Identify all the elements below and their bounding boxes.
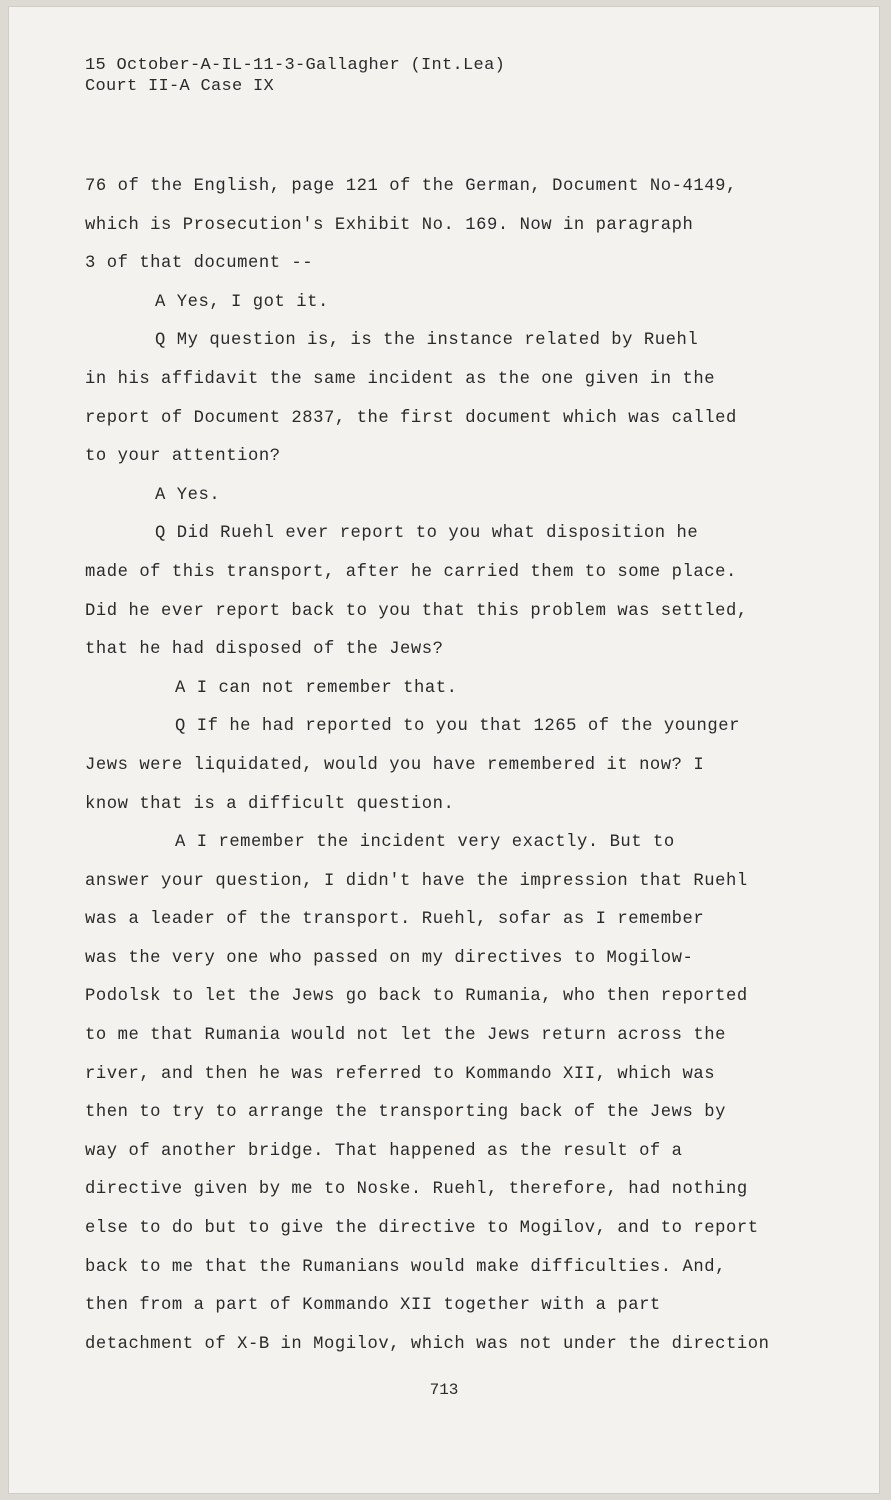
answer-line: A I can not remember that. — [175, 678, 458, 698]
answer-line: A I remember the incident very exactly. But to — [175, 833, 675, 853]
transcript-line: Jews were liquidated, would you have remembered it now? I — [85, 755, 705, 775]
answer-line: A Yes, I got it. — [155, 292, 329, 312]
transcript-line: Podolsk to let the Jews go back to Rumania, who then reported — [85, 987, 748, 1007]
transcript-line: was a leader of the transport. Ruehl, sofar as I remember — [85, 910, 705, 930]
document-page — [8, 6, 880, 1494]
question-line: Q My question is, is the instance related by Ruehl — [155, 331, 699, 351]
header-line-date-session: 15 October-A-IL-11-3-Gallagher (Int.Lea) — [85, 56, 506, 75]
transcript-line: 3 of that document -- — [85, 254, 314, 274]
transcript-line: else to do but to give the directive to Mogilov, and to report — [85, 1219, 759, 1239]
header-line-court-case: Court II-A Case IX — [85, 77, 275, 96]
answer-line: A Yes. — [155, 485, 221, 505]
transcript-line: answer your question, I didn't have the impression that Ruehl — [85, 871, 748, 891]
transcript-line: river, and then he was referred to Kommando XII, which was — [85, 1064, 716, 1084]
transcript-line: know that is a difficult question. — [85, 794, 455, 814]
document-header — [85, 55, 505, 97]
transcript-line: then from a part of Kommando XII together with a part — [85, 1296, 661, 1316]
transcript-line: to your attention? — [85, 447, 281, 467]
transcript-line: report of Document 2837, the first document which was called — [85, 408, 737, 428]
question-line: Q Did Ruehl ever report to you what disposition he — [155, 524, 699, 544]
transcript-line: back to me that the Rumanians would make difficulties. And, — [85, 1257, 726, 1277]
transcript-line: way of another bridge. That happened as the result of a — [85, 1141, 683, 1161]
transcript-line: 76 of the English, page 121 of the German, Document No-4149, — [85, 177, 737, 196]
transcript-line: that he had disposed of the Jews? — [85, 640, 444, 660]
transcript-line: to me that Rumania would not let the Jews return across the — [85, 1026, 726, 1046]
transcript-line: detachment of X-B in Mogilov, which was not under the direction — [85, 1334, 770, 1354]
transcript-line: then to try to arrange the transporting back of the Jews by — [85, 1103, 726, 1123]
transcript-line: was the very one who passed on my directives to Mogilow- — [85, 948, 694, 968]
transcript-line: directive given by me to Noske. Ruehl, therefore, had nothing — [85, 1180, 748, 1200]
transcript-line: in his affidavit the same incident as the one given in the — [85, 369, 716, 389]
transcript-line: made of this transport, after he carried them to some place. — [85, 562, 737, 582]
page-number: 713 — [429, 1381, 459, 1399]
transcript-line: Did he ever report back to you that this problem was settled, — [85, 601, 748, 621]
question-line: Q If he had reported to you that 1265 of the younger — [175, 717, 740, 737]
transcript-line: which is Prosecution's Exhibit No. 169. Now in paragraph — [85, 215, 694, 235]
transcript-body — [85, 168, 845, 1364]
